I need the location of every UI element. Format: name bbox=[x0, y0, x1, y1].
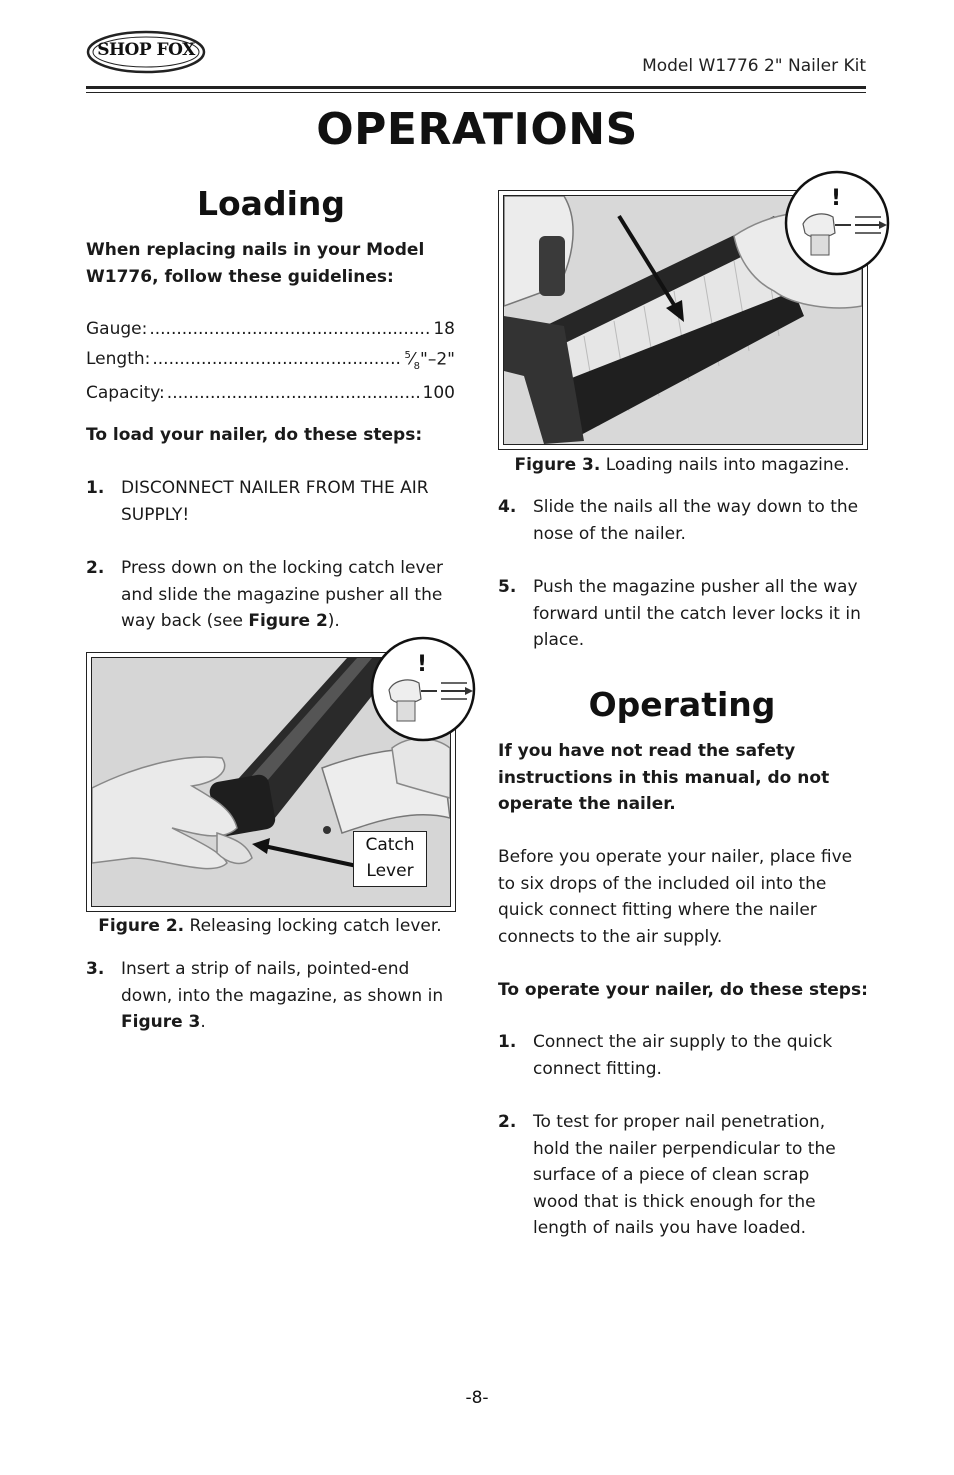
figure-3-caption: Figure 3. Loading nails into magazine. bbox=[514, 455, 850, 475]
shop-fox-logo bbox=[86, 28, 206, 76]
figure-3 bbox=[498, 186, 868, 450]
svg-text:!: ! bbox=[417, 652, 428, 677]
load-step-3: 3. Insert a strip of nails, pointed-end down, into the magazine, as shown in Figure 3. bbox=[86, 959, 444, 1032]
spec-length: Length: ..... $^5⁄_8"-2$" bbox=[86, 343, 455, 381]
page-number: -8- bbox=[465, 1388, 489, 1408]
brand-text: SHOP FOX bbox=[97, 40, 195, 60]
spec-list bbox=[86, 316, 455, 407]
load-step-2: 2. Press down on the locking catch lever and slide the magazine pusher all the way back (see Figure 2). bbox=[86, 558, 443, 631]
load-steps-intro: To load your nailer, do these steps: bbox=[86, 425, 423, 445]
load-step-1: 1. DISCONNECT NAILER FROM THE AIR SUPPLY! bbox=[86, 478, 429, 525]
operate-step-1: 1. Connect the air supply to the quick connect fitting. bbox=[498, 1032, 833, 1079]
loading-intro: When replacing nails in your Model W1776, follow these guidelines: bbox=[86, 240, 425, 287]
svg-text:!: ! bbox=[831, 186, 842, 211]
header-rule bbox=[86, 86, 866, 89]
load-step-4: 4. Slide the nails all the way down to the nose of the nailer. bbox=[498, 497, 859, 544]
loading-heading: Loading bbox=[196, 184, 346, 223]
header-rule-thin bbox=[86, 92, 866, 93]
page-title: OPERATIONS bbox=[316, 104, 638, 155]
catch-lever-callout: Catch Lever bbox=[353, 831, 427, 887]
disconnect-warning-icon bbox=[369, 635, 477, 743]
load-step-5: 5. Push the magazine pusher all the way forward until the catch lever locks it in place. bbox=[498, 577, 861, 650]
operate-step-2: 2. To test for proper nail penetration, hold the nailer perpendicular to the surface of a piece of clean scrap wood that is thick enough for the length of nails you have loaded. bbox=[498, 1112, 836, 1238]
operate-steps-intro: To operate your nailer, do these steps: bbox=[498, 980, 868, 1000]
operating-warning: If you have not read the safety instructions in this manual, do not operate the nailer. bbox=[498, 741, 830, 814]
figure-2 bbox=[86, 652, 456, 912]
operating-paragraph: Before you operate your nailer, place five to six drops of the included oil into the quick connect fitting where the nailer connects to the air supply. bbox=[498, 847, 853, 947]
figure-2-caption: Figure 2. Releasing locking catch lever. bbox=[98, 916, 442, 936]
spec-capacity: Capacity: ..... 100 bbox=[86, 380, 455, 407]
disconnect-warning-icon-2 bbox=[783, 169, 891, 277]
model-label: Model W1776 2" Nailer Kit bbox=[642, 56, 866, 76]
operating-heading: Operating bbox=[588, 685, 776, 724]
spec-gauge: Gauge: ..... 18 bbox=[86, 316, 455, 343]
